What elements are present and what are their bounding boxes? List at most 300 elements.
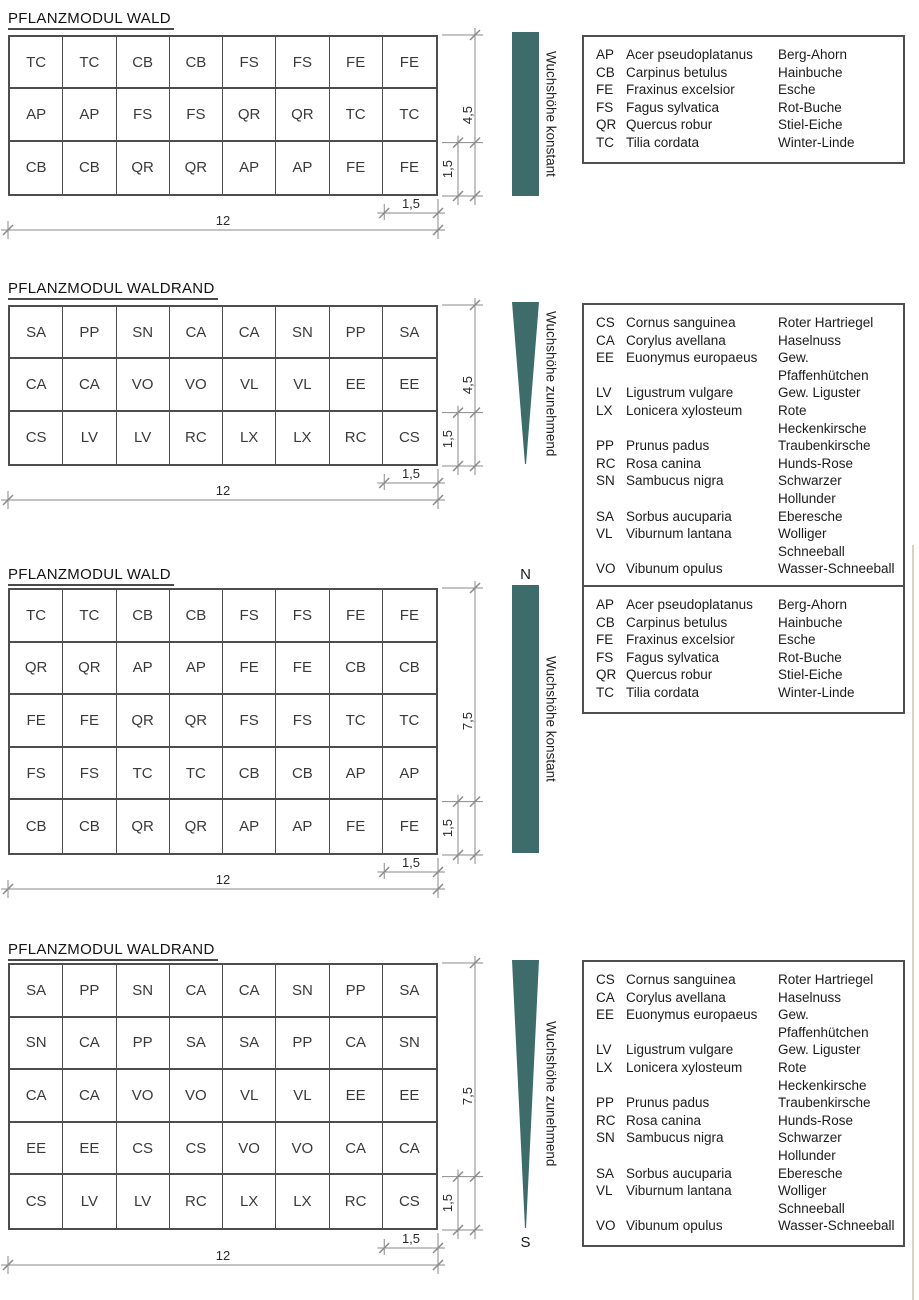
legend-latin-name: Carpinus betulus	[626, 64, 728, 80]
legend-german-name: Schwarzer Hollunder	[778, 473, 842, 506]
module-title: PFLANZMODUL WALD	[8, 566, 174, 586]
legend-latin-name: Tilia cordata	[626, 684, 700, 700]
dim-height-total: 7,5	[459, 1087, 475, 1106]
grid-cell: QR	[117, 800, 170, 853]
legend-code: RC	[596, 1112, 616, 1128]
legend-latin-name: Quercus robur	[626, 667, 713, 683]
grid-cell: AP	[383, 748, 436, 801]
grid-cell: CB	[223, 748, 276, 801]
grid-cell: PP	[63, 307, 116, 359]
grid-cell: VL	[223, 359, 276, 411]
grid-cell: SA	[383, 965, 436, 1018]
legend-code: PP	[596, 438, 615, 454]
legend-german-name: Haselnuss	[778, 332, 842, 348]
grid-cell: CA	[223, 965, 276, 1018]
grid-cell: VO	[276, 1123, 329, 1176]
legend-code: LX	[596, 1059, 613, 1075]
grid-cell: AP	[330, 748, 383, 801]
grid-cell: AP	[276, 142, 329, 194]
legend-row	[596, 971, 897, 989]
legend-row	[596, 1129, 897, 1164]
legend-german-name: Eberesche	[778, 508, 843, 524]
grid-cell: FE	[63, 695, 116, 748]
dim-width-total: 12	[215, 483, 231, 498]
legend-row	[596, 81, 897, 99]
legend-latin-name: Vibunum opulus	[626, 1218, 723, 1234]
grid-cell: CB	[117, 37, 170, 89]
grid-cell: CA	[63, 1070, 116, 1123]
legend-german-name: Rot-Buche	[778, 99, 842, 115]
growth-height-bar	[512, 32, 539, 196]
legend-row	[596, 384, 897, 402]
legend-row	[596, 666, 897, 684]
module-wald-small	[0, 10, 919, 275]
compass-north: N	[520, 566, 531, 583]
legend-german-name: Rot-Buche	[778, 649, 842, 665]
grid-cell: CB	[117, 590, 170, 643]
grid-cell: VL	[276, 359, 329, 411]
legend-code: VO	[596, 561, 616, 577]
grid-cell: FE	[10, 695, 63, 748]
grid-cell: AP	[223, 800, 276, 853]
legend-row	[596, 437, 897, 455]
growth-label: Wuchshöhe konstant	[543, 656, 559, 782]
legend-code: CB	[596, 64, 615, 80]
legend-german-name: Wasser-Schneeball	[778, 561, 895, 577]
legend-german-name: Schwarzer Hollunder	[778, 1130, 842, 1163]
legend-row	[596, 989, 897, 1007]
legend-code: FE	[596, 632, 614, 648]
legend-code: LV	[596, 385, 612, 401]
legend-latin-name: Quercus robur	[626, 117, 713, 133]
grid-cell: CA	[330, 1123, 383, 1176]
legend-german-name: Roter Hartriegel	[778, 972, 874, 987]
legend-code: AP	[596, 597, 615, 612]
legend-row	[596, 596, 897, 614]
grid-cell: TC	[170, 748, 223, 801]
planting-grid	[8, 305, 438, 466]
legend-latin-name: Rosa canina	[626, 455, 702, 471]
module-title: PFLANZMODUL WALDRAND	[8, 941, 218, 961]
legend-row	[596, 134, 897, 152]
legend-latin-name: Corylus avellana	[626, 989, 726, 1005]
grid-cell: EE	[383, 1070, 436, 1123]
legend-latin-name: Euonymus europaeus	[626, 1007, 758, 1023]
grid-cell: CB	[170, 37, 223, 89]
legend-code: QR	[596, 667, 617, 683]
grid-cell: CB	[10, 800, 63, 853]
grid-cell: FS	[223, 695, 276, 748]
legend-latin-name: Tilia cordata	[626, 134, 700, 150]
grid-cell: SN	[276, 307, 329, 359]
legend-german-name: Stiel-Eiche	[778, 667, 843, 683]
compass-south: S	[520, 1234, 531, 1251]
legend-german-name: Hainbuche	[778, 614, 843, 630]
legend-code: PP	[596, 1095, 615, 1111]
legend-latin-name: Corylus avellana	[626, 332, 726, 348]
grid-cell: EE	[330, 1070, 383, 1123]
grid-cell: VO	[170, 1070, 223, 1123]
grid-cell: VO	[170, 359, 223, 411]
grid-cell: QR	[63, 643, 116, 696]
grid-cell: QR	[10, 643, 63, 696]
legend-german-name: Hunds-Rose	[778, 1112, 854, 1128]
grid-cell: FS	[223, 37, 276, 89]
grid-cell: CS	[117, 1123, 170, 1176]
grid-cell: FS	[10, 748, 63, 801]
legend-german-name: Winter-Linde	[778, 684, 855, 700]
legend-row	[596, 402, 897, 437]
dim-height-total: 4,5	[459, 376, 475, 395]
grid-cell: CA	[223, 307, 276, 359]
grid-cell: FS	[276, 590, 329, 643]
legend-german-name: Esche	[778, 632, 816, 648]
dim-width-unit: 1,5	[401, 196, 421, 211]
grid-cell: EE	[63, 1123, 116, 1176]
grid-cell: LX	[223, 1175, 276, 1228]
grid-cell: LV	[63, 412, 116, 464]
grid-cell: PP	[117, 1018, 170, 1071]
legend-latin-name: Viburnum lantana	[626, 526, 732, 542]
growth-height-bar	[512, 585, 539, 853]
grid-cell: RC	[170, 412, 223, 464]
legend-german-name: Wolliger Schneeball	[778, 526, 845, 559]
legend-code: CS	[596, 315, 615, 330]
grid-cell: TC	[330, 89, 383, 141]
grid-cell: FE	[383, 590, 436, 643]
grid-cell: TC	[10, 590, 63, 643]
growth-height-wedge	[512, 960, 539, 1228]
grid-cell: QR	[276, 89, 329, 141]
module-waldrand-large	[0, 940, 919, 1300]
species-legend	[582, 35, 905, 164]
grid-cell: SA	[383, 307, 436, 359]
grid-cell: EE	[383, 359, 436, 411]
planting-grid	[8, 588, 438, 855]
planting-grid	[8, 963, 438, 1230]
grid-cell: TC	[63, 37, 116, 89]
legend-german-name: Roter Hartriegel	[778, 315, 874, 330]
legend-code: VO	[596, 1218, 616, 1234]
planting-grid	[8, 35, 438, 196]
sheet-edge-line	[912, 545, 914, 1300]
legend-latin-name: Lonicera xylosteum	[626, 402, 743, 418]
grid-cell: SN	[383, 1018, 436, 1071]
legend-row	[596, 1059, 897, 1094]
legend-latin-name: Vibunum opulus	[626, 561, 723, 577]
legend-code: SN	[596, 473, 615, 489]
legend-code: TC	[596, 684, 614, 700]
grid-cell: QR	[223, 89, 276, 141]
grid-cell: AP	[117, 643, 170, 696]
grid-cell: VO	[117, 359, 170, 411]
legend-code: TC	[596, 134, 614, 150]
dim-height-unit: 1,5	[440, 1193, 455, 1213]
grid-cell: SN	[117, 965, 170, 1018]
dim-height-unit: 1,5	[440, 159, 455, 179]
species-legend	[582, 960, 905, 1247]
module-waldrand-small	[0, 280, 919, 577]
legend-latin-name: Sorbus aucuparia	[626, 508, 732, 524]
grid-cell: RC	[330, 1175, 383, 1228]
grid-cell: CA	[383, 1123, 436, 1176]
legend-latin-name: Rosa canina	[626, 1112, 702, 1128]
species-legend	[582, 585, 905, 714]
legend-row	[596, 684, 897, 702]
grid-cell: CS	[398, 1193, 420, 1211]
grid-cell: PP	[276, 1018, 329, 1071]
grid-cell: LX	[276, 412, 329, 464]
grid-cell: FS	[63, 748, 116, 801]
grid-cell: TC	[330, 695, 383, 748]
grid-cell: FS	[223, 590, 276, 643]
grid-cell: SA	[10, 307, 63, 359]
grid-cell: LX	[223, 412, 276, 464]
legend-code: CA	[596, 989, 615, 1005]
legend-german-name: Winter-Linde	[778, 134, 855, 150]
legend-row	[596, 332, 897, 350]
legend-german-name: Rote Heckenkirsche	[778, 1059, 867, 1093]
grid-cell: FS	[276, 695, 329, 748]
grid-cell: VL	[276, 1070, 329, 1123]
legend-code: FS	[596, 649, 614, 665]
grid-cell: SA	[170, 1018, 223, 1071]
dim-width-unit: 1,5	[401, 466, 421, 481]
dim-width-unit: 1,5	[401, 855, 421, 870]
grid-cell: TC	[383, 89, 436, 141]
legend-latin-name: Fagus sylvatica	[626, 649, 720, 665]
grid-cell: CB	[330, 643, 383, 696]
legend-latin-name: Euonymus europaeus	[626, 350, 758, 366]
legend-german-name: Traubenkirsche	[778, 438, 871, 454]
legend-code: EE	[596, 350, 615, 366]
grid-cell: FS	[117, 89, 170, 141]
legend-row	[596, 472, 897, 507]
grid-cell: CS	[170, 1123, 223, 1176]
legend-latin-name: Acer pseudoplatanus	[626, 47, 753, 62]
legend-row	[596, 525, 897, 560]
legend-latin-name: Sambucus nigra	[626, 473, 724, 489]
legend-row	[596, 64, 897, 82]
dim-height-total: 4,5	[459, 106, 475, 125]
grid-cell: AP	[223, 142, 276, 194]
grid-cell: FE	[223, 643, 276, 696]
legend-german-name: Gew. Pfaffenhütchen	[778, 1007, 869, 1040]
legend-code: QR	[596, 117, 617, 133]
legend-row	[596, 314, 897, 332]
legend-german-name: Gew. Liguster	[778, 385, 861, 401]
grid-cell: CB	[383, 643, 436, 696]
grid-cell: AP	[63, 89, 116, 141]
grid-cell: CA	[10, 1070, 63, 1123]
grid-cell: CB	[10, 142, 63, 194]
grid-cell: FE	[330, 800, 383, 853]
grid-cell: QR	[170, 695, 223, 748]
grid-cell: FE	[330, 37, 383, 89]
grid-cell: FE	[330, 590, 383, 643]
growth-height-wedge	[512, 302, 539, 464]
grid-cell: FE	[330, 142, 383, 194]
grid-cell: SA	[10, 965, 63, 1018]
legend-german-name: Hainbuche	[778, 64, 843, 80]
legend-german-name: Rote Heckenkirsche	[778, 402, 867, 436]
legend-row	[596, 116, 897, 134]
grid-cell: AP	[10, 89, 63, 141]
legend-latin-name: Lonicera xylosteum	[626, 1059, 743, 1075]
legend-code: LX	[596, 402, 613, 418]
legend-code: AP	[596, 47, 615, 62]
legend-latin-name: Prunus padus	[626, 1095, 710, 1111]
legend-german-name: Berg-Ahorn	[778, 597, 848, 612]
legend-latin-name: Sorbus aucuparia	[626, 1165, 732, 1181]
legend-latin-name: Fagus sylvatica	[626, 99, 720, 115]
legend-latin-name: Prunus padus	[626, 438, 710, 454]
grid-cell: AP	[276, 800, 329, 853]
legend-row	[596, 1182, 897, 1217]
legend-row	[596, 455, 897, 473]
grid-cell: CA	[63, 359, 116, 411]
grid-cell: TC	[383, 695, 436, 748]
species-legend	[582, 303, 905, 590]
legend-latin-name: Ligustrum vulgare	[626, 1042, 734, 1058]
dim-width-total: 12	[215, 213, 231, 228]
grid-cell: AP	[170, 643, 223, 696]
grid-cell: QR	[117, 142, 170, 194]
legend-latin-name: Sambucus nigra	[626, 1130, 724, 1146]
grid-cell: FE	[276, 643, 329, 696]
legend-row	[596, 1094, 897, 1112]
legend-german-name: Haselnuss	[778, 989, 842, 1005]
legend-german-name: Traubenkirsche	[778, 1095, 871, 1111]
growth-label: Wuchshöhe zunehmend	[543, 311, 559, 457]
grid-cell: TC	[117, 748, 170, 801]
dim-height-unit: 1,5	[440, 818, 455, 838]
grid-cell: TC	[10, 37, 63, 89]
grid-cell: CB	[63, 800, 116, 853]
legend-row	[596, 649, 897, 667]
legend-code: VL	[596, 526, 613, 542]
grid-cell: FE	[399, 818, 419, 836]
legend-latin-name: Fraxinus excelsior	[626, 632, 735, 648]
grid-cell: VL	[223, 1070, 276, 1123]
grid-cell: QR	[170, 800, 223, 853]
dim-height-unit: 1,5	[440, 429, 455, 449]
legend-code: FE	[596, 82, 614, 98]
legend-code: CB	[596, 614, 615, 630]
grid-cell: CB	[276, 748, 329, 801]
legend-latin-name: Viburnum lantana	[626, 1183, 732, 1199]
grid-cell: PP	[330, 307, 383, 359]
grid-cell: RC	[330, 412, 383, 464]
legend-german-name: Eberesche	[778, 1165, 843, 1181]
grid-cell: CA	[330, 1018, 383, 1071]
module-title: PFLANZMODUL WALD	[8, 10, 174, 30]
legend-code: CS	[596, 972, 615, 987]
grid-cell: CB	[63, 142, 116, 194]
dim-height-total: 7,5	[459, 712, 475, 731]
legend-latin-name: Ligustrum vulgare	[626, 385, 734, 401]
legend-latin-name: Acer pseudoplatanus	[626, 597, 753, 612]
grid-cell: LV	[63, 1175, 116, 1228]
grid-cell: LV	[117, 412, 170, 464]
module-wald-large	[0, 565, 919, 935]
legend-code: SN	[596, 1130, 615, 1146]
grid-cell: TC	[63, 590, 116, 643]
legend-code: SA	[596, 1165, 615, 1181]
grid-cell: CS	[10, 1175, 63, 1228]
legend-german-name: Wasser-Schneeball	[778, 1218, 895, 1234]
grid-cell: CA	[170, 965, 223, 1018]
legend-german-name: Gew. Pfaffenhütchen	[778, 350, 869, 383]
legend-row	[596, 508, 897, 526]
legend-row	[596, 1041, 897, 1059]
grid-cell: VO	[223, 1123, 276, 1176]
grid-cell: QR	[170, 142, 223, 194]
grid-cell: FS	[276, 37, 329, 89]
legend-latin-name: Fraxinus excelsior	[626, 82, 735, 98]
grid-cell: CB	[170, 590, 223, 643]
grid-cell: EE	[330, 359, 383, 411]
grid-cell: FE	[399, 159, 419, 177]
legend-row	[596, 1112, 897, 1130]
grid-cell: SN	[10, 1018, 63, 1071]
grid-cell: LX	[276, 1175, 329, 1228]
legend-latin-name: Carpinus betulus	[626, 614, 728, 630]
legend-row	[596, 349, 897, 384]
legend-german-name: Stiel-Eiche	[778, 117, 843, 133]
grid-cell: QR	[117, 695, 170, 748]
legend-row	[596, 614, 897, 632]
dim-width-total: 12	[215, 872, 231, 887]
grid-cell: CS	[10, 412, 63, 464]
legend-german-name: Hunds-Rose	[778, 455, 854, 471]
legend-german-name: Esche	[778, 82, 816, 98]
growth-label: Wuchshöhe zunehmend	[543, 1021, 559, 1167]
legend-code: FS	[596, 99, 614, 115]
grid-cell: VO	[117, 1070, 170, 1123]
grid-cell: RC	[170, 1175, 223, 1228]
legend-code: SA	[596, 508, 615, 524]
grid-cell: CA	[63, 1018, 116, 1071]
grid-cell: SN	[117, 307, 170, 359]
legend-latin-name: Cornus sanguinea	[626, 315, 736, 330]
growth-label: Wuchshöhe konstant	[543, 51, 559, 177]
grid-cell: PP	[63, 965, 116, 1018]
dim-width-unit: 1,5	[401, 1231, 421, 1246]
grid-cell: PP	[330, 965, 383, 1018]
module-title: PFLANZMODUL WALDRAND	[8, 280, 218, 300]
legend-german-name: Gew. Liguster	[778, 1042, 861, 1058]
legend-latin-name: Cornus sanguinea	[626, 972, 736, 987]
grid-cell: CA	[10, 359, 63, 411]
grid-cell: SA	[223, 1018, 276, 1071]
legend-code: CA	[596, 332, 615, 348]
grid-cell: LV	[117, 1175, 170, 1228]
dim-width-total: 12	[215, 1248, 231, 1263]
grid-cell: EE	[10, 1123, 63, 1176]
legend-code: RC	[596, 455, 616, 471]
legend-german-name: Wolliger Schneeball	[778, 1183, 845, 1216]
grid-cell: FE	[383, 37, 436, 89]
legend-row	[596, 631, 897, 649]
grid-cell: CA	[170, 307, 223, 359]
grid-cell: CS	[398, 429, 420, 447]
legend-row	[596, 1006, 897, 1041]
legend-row	[596, 46, 897, 64]
legend-row	[596, 99, 897, 117]
legend-code: VL	[596, 1183, 613, 1199]
legend-code: LV	[596, 1042, 612, 1058]
